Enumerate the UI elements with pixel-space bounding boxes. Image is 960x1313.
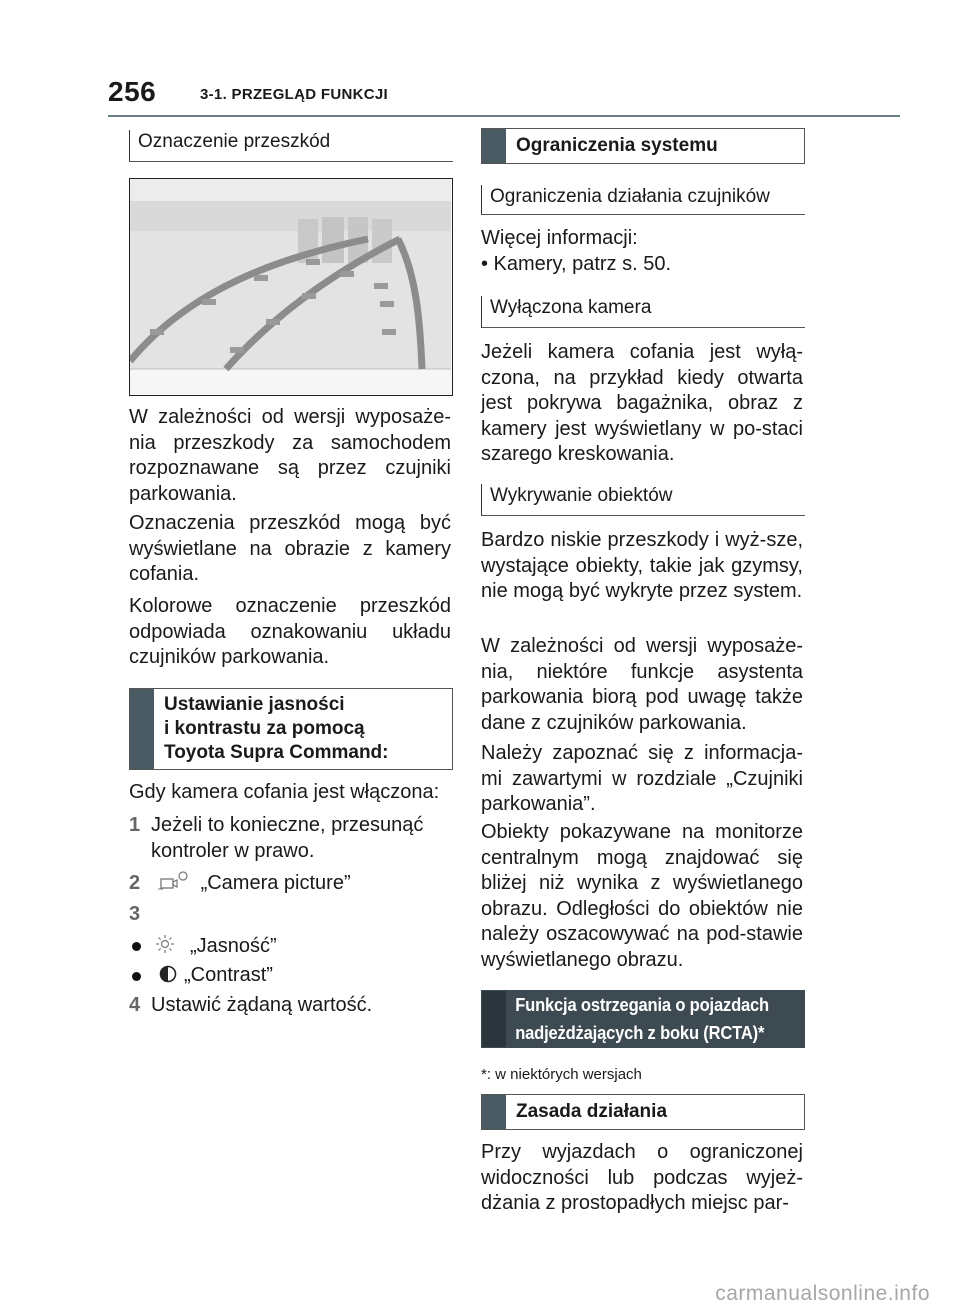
paragraph-obstacle-display: Oznaczenia przeszkód mogą być wyświetlane na obrazie z kamery cofania.: [129, 512, 451, 585]
header-divider: [108, 115, 900, 117]
step-number: 1: [129, 814, 141, 836]
chapter-title: 3-1. PRZEGLĄD FUNKCJI: [200, 86, 388, 103]
paragraph-intro: Gdy kamera cofania jest włączona:: [129, 781, 440, 803]
heading-text: Zasada działania: [516, 1101, 668, 1122]
heading-line-2: i kontrastu za pomocą: [164, 718, 365, 739]
camera-view-illustration: [129, 178, 453, 396]
step-text-continued: kontroler w prawo.: [151, 839, 315, 862]
heading-brightness-contrast: [129, 688, 453, 770]
bullet-text: „Contrast”: [184, 964, 273, 986]
bullet-text: „Jasność”: [190, 935, 277, 957]
step-1: [129, 813, 459, 864]
heading-bar: [130, 689, 154, 769]
step-number: 2: [129, 872, 141, 894]
bullet-contrast: [150, 963, 273, 988]
step-2: [129, 870, 459, 897]
paragraph-operating-principle: Przy wyjazdach o ograniczonej widoczności lub podczas wyjeż-dżania z prostopadłych miejsc par-: [481, 1141, 803, 1214]
step-3: [129, 902, 169, 928]
paragraph-color-marking: Kolorowe oznaczenie przeszkód odpowiada oznakowaniu układu czujników parkowania.: [129, 595, 451, 668]
paragraph-detection-2: W zależności od wersji wyposaże-nia, niektóre funkcje asystenta parkowania biorą pod uwagę także dane z czujników parkowania.: [481, 635, 803, 734]
heading-text: Ograniczenia systemu: [516, 135, 718, 156]
paragraph-obstacle-recognition: W zależności od wersji wyposaże-nia przeszkody za samochodem rozpoznawane są przez czujniki parkowania.: [129, 406, 451, 505]
heading-bar: [482, 991, 506, 1047]
heading-rcta: [481, 990, 805, 1048]
heading-line-2: nadjeżdżających z boku (RCTA)*: [515, 1023, 765, 1043]
paragraph-camera-off: Jeżeli kamera cofania jest wyłą-czona, na przykład kiedy otwarta jest pokrywa bagażnika, obraz z kamery jest wyświetlany w po-staci szarego kreskowania.: [481, 341, 803, 465]
step-number: 4: [129, 994, 141, 1016]
page-number: 256: [108, 76, 157, 107]
camera-view-graphic: [130, 179, 451, 394]
heading-system-limitations: [481, 128, 805, 164]
heading-line-3: Toyota Supra Command:: [164, 742, 389, 763]
sub-heading-obstacle-marking: Oznaczenie przeszkód: [129, 130, 453, 162]
sub-heading-sensor-limits: Ograniczenia działania czujników: [481, 185, 805, 215]
footnote: *: w niektórych wersjach: [481, 1066, 642, 1083]
heading-line-1: Ustawianie jasności: [164, 694, 345, 715]
paragraph-more-info-item: • Kamery, patrz s. 50.: [481, 253, 672, 275]
paragraph-more-info: Więcej informacji:: [481, 227, 638, 249]
sub-heading-object-detection: Wykrywanie obiektów: [481, 484, 805, 516]
contrast-icon: [158, 964, 178, 984]
paragraph-detection-1: Bardzo niskie przeszkody i wyż-sze, wystające obiekty, takie jak gzymsy, nie mogą być wykryte przez system.: [481, 529, 803, 602]
brightness-icon: [154, 933, 176, 953]
step-4: [129, 993, 459, 1019]
bullet-dot: [132, 942, 141, 951]
sub-heading-camera-off: Wyłączona kamera: [481, 296, 805, 328]
heading-bar: [482, 129, 506, 163]
step-text: Ustawić żądaną wartość.: [151, 994, 373, 1016]
paragraph-detection-3: Należy zapoznać się z informacja-mi zawartymi w rozdziale „Czujniki parkowania”.: [481, 742, 803, 815]
heading-line-1: Funkcja ostrzegania o pojazdach: [515, 995, 769, 1015]
bullet-dot: [132, 972, 141, 981]
step-number: 3: [129, 903, 141, 925]
bullet-brightness: [150, 933, 277, 959]
watermark: carmanualsonline.info: [715, 1282, 930, 1305]
step-text: „Camera picture”: [200, 872, 351, 894]
camera-picture-icon: [157, 870, 191, 890]
heading-operating-principle: [481, 1094, 805, 1130]
paragraph-detection-4: Obiekty pokazywane na monitorze centralnym mogą znajdować się bliżej niż wynika z wyświetlanego obrazu. Odległości do obiektów nie należy oszacowywać na pod-stawie wyświetlanego obrazu.: [481, 821, 803, 971]
heading-bar: [482, 1095, 506, 1129]
step-text: Jeżeli to konieczne, przesunąć: [151, 814, 424, 836]
